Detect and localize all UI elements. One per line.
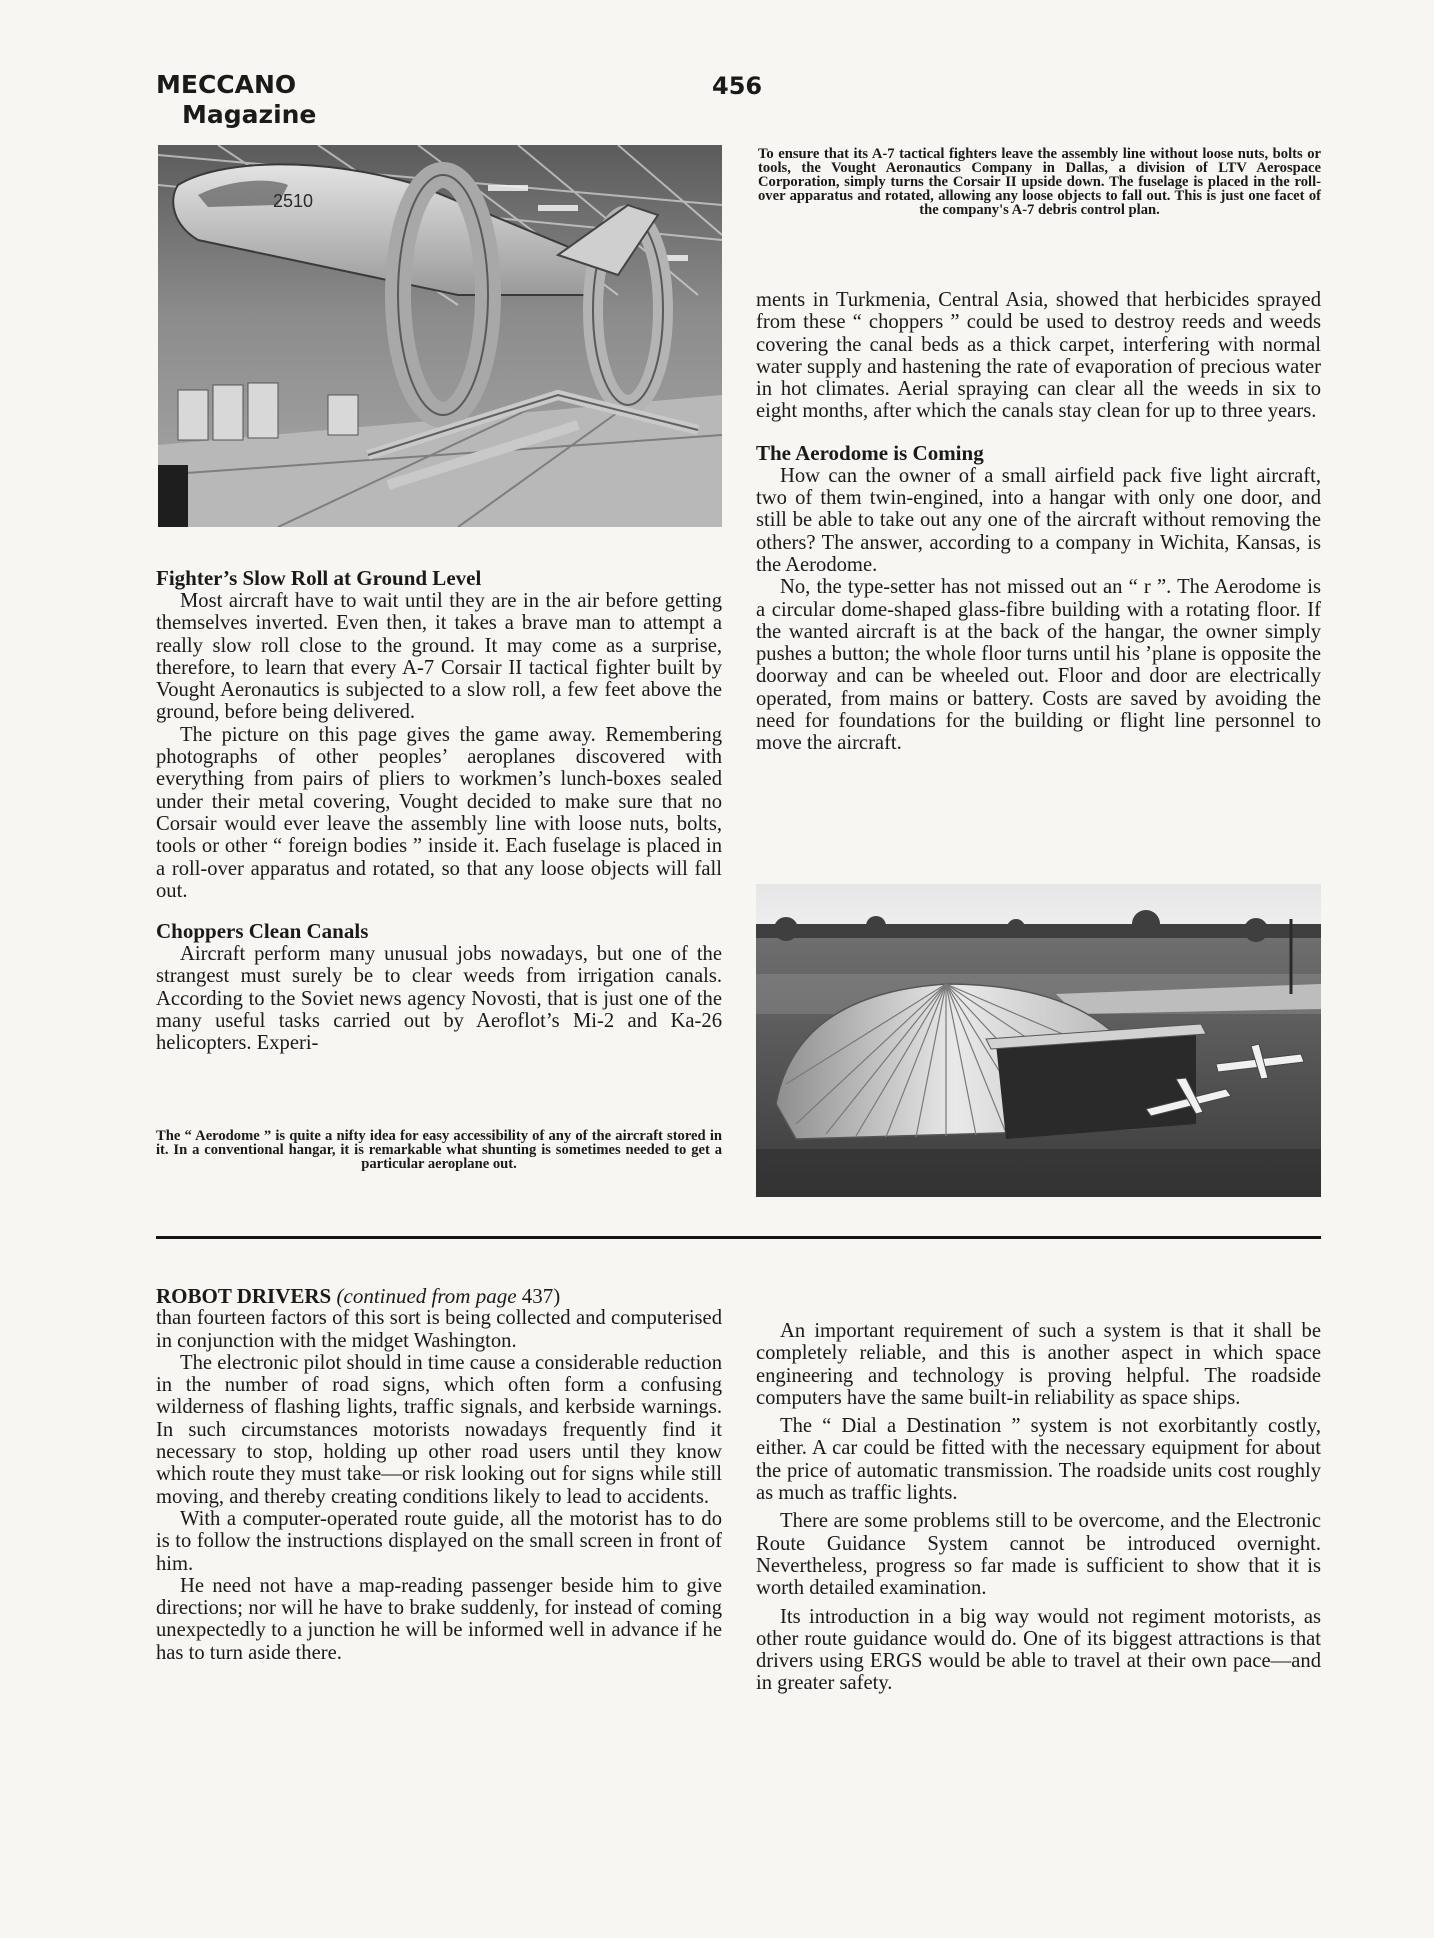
aerodome-photo: [756, 884, 1321, 1197]
paragraph-slow-roll-1: Most aircraft have to wait until they are in the air before getting themselves inverted. Even then, it takes a brave man to attempt a really slow roll close to the ground. It may come as a surprise, therefore, to learn that every A-7 Corsair II tactical fighter built by Vought Aeronautics is subjected to a slow roll, a few feet above the ground, before being delivered.: [156, 590, 722, 724]
robot-drivers-right-column: [756, 1320, 1321, 1695]
continued-page-ref: 437): [521, 1284, 561, 1308]
magazine-masthead: [156, 70, 316, 130]
robot-left-paragraph-4: He need not have a map-reading passenger beside him to give directions; nor will he have to brake suddenly, for instead of coming unexpectedly to a junction he will be informed well in advance if he has to turn aside there.: [156, 1574, 722, 1664]
robot-right-paragraph-3: There are some problems still to be overcome, and the Electronic Route Guidance System cannot be introduced overnight. Nevertheless, progress so far made is sufficient to show that it is worth detailed examination.: [756, 1510, 1321, 1600]
masthead-line-1: MECCANO: [156, 70, 297, 99]
paragraph-choppers-1: Aircraft perform many unusual jobs nowadays, but one of the strangest must surely be to clear weeds from irrigation canals. According to the Soviet news agency Novosti, that is just one of the many useful tasks carried out by Aeroflot’s Mi-2 and Ka-26 helicopters. Experi-: [156, 943, 722, 1055]
section-divider-rule: [156, 1236, 1321, 1239]
robot-drivers-title-text: ROBOT DRIVERS: [156, 1284, 332, 1308]
robot-left-paragraph-1: than fourteen factors of this sort is being collected and computerised in conjunction with the midget Washington.: [156, 1307, 722, 1352]
robot-right-paragraph-4: Its introduction in a big way would not regiment motorists, as other route guidance would do. One of its biggest attractions is that drivers using ERGS would be able to travel at their own pace—and in greater safety.: [756, 1605, 1321, 1695]
fighter-photo-caption: To ensure that its A-7 tactical fighters leave the assembly line without loose nuts, bolts or tools, the Vought Aeronautics Company in Dallas, a division of LTV Aerospace Corporation, simply turns the Corsair II upside down. The fuselage is placed in the roll-over apparatus and rotated, allowing any loose objects to fall out. This is just one facet of the company's A-7 debris control plan.: [758, 146, 1321, 218]
aircraft-number-marking: 2510: [273, 191, 314, 211]
aerodome-photo-caption: The “ Aerodome ” is quite a nifty idea for easy accessibility of any of the aircraft stored in it. In a conventional hangar, it is remarkable what shunting is sometimes needed to get a particular aeroplane out.: [156, 1128, 722, 1172]
paragraph-aerodome-1: How can the owner of a small airfield pack five light aircraft, two of them twin-engined, into a hangar with only one door, and still be able to take out any one of the aircraft without removing the others? The answer, according to a company in Wichita, Kansas, is the Aerodome.: [756, 464, 1321, 576]
left-article-column: [156, 566, 722, 1055]
right-article-column: [756, 289, 1321, 755]
fighter-rollover-photo: [158, 145, 722, 527]
robot-left-paragraph-3: With a computer-operated route guide, all the motorist has to do is to follow the instructions displayed on the small screen in front of him.: [156, 1507, 722, 1575]
heading-aerodome-coming: The Aerodome is Coming: [756, 440, 984, 465]
robot-drivers-left-column: [156, 1285, 722, 1664]
robot-right-paragraph-2: The “ Dial a Destination ” system is not exorbitantly costly, either. A car could be fitted with the necessary equipment for about the price of automatic transmission. The roadside units cost roughly as much as traffic lights.: [756, 1415, 1321, 1505]
robot-right-paragraph-1: An important requirement of such a system is that it shall be completely reliable, and this is another aspect in which space engineering and technology is proving helpful. The roadside computers have the same built-in reliability as space ships.: [756, 1320, 1321, 1409]
paragraph-aerodome-2: No, the type-setter has not missed out an “ r ”. The Aerodome is a circular dome-shaped glass-fibre building with a rotating floor. If the wanted aircraft is at the back of the hangar, the owner simply pushes a button; the whole floor turns until his ’plane is opposite the doorway and can be wheeled out. Floor and door are electrically operated, from mains or battery. Costs are saved by avoiding the need for foundations for the building or flight line personnel to move the aircraft.: [756, 576, 1321, 755]
paragraph-choppers-continued: ments in Turkmenia, Central Asia, showed that herbicides sprayed from these “ choppers ” could be used to destroy reeds and weeds covering the canal beds as a thick carpet, interfering with normal water supply and hastening the rate of evaporation of precious water in hot climates. Aerial spraying can clear all the weeds in six to eight months, after which the canals stay clean for up to three years.: [756, 289, 1321, 423]
masthead-line-2: Magazine: [182, 100, 317, 129]
continued-from-label: (continued from page: [336, 1284, 517, 1308]
paragraph-slow-roll-2: The picture on this page gives the game away. Remembering photographs of other peoples’ aeroplanes discovered with everything from pairs of pliers to workmen’s lunch-boxes sealed under their metal covering, Vought decided to make sure that no Corsair would ever leave the assembly line with loose nuts, bolts, tools or other “ foreign bodies ” inside it. Each fuselage is placed in a roll-over apparatus and rotated, so that any loose objects will fall out.: [156, 723, 722, 902]
heading-choppers-clean-canals: Choppers Clean Canals: [156, 919, 369, 944]
page-number: 456: [712, 72, 763, 100]
heading-fighter-slow-roll: Fighter’s Slow Roll at Ground Level: [156, 566, 482, 590]
robot-left-paragraph-2: The electronic pilot should in time cause a considerable reduction in the number of road signs, which often form a confusing wilderness of flashing lights, traffic signals, and kerbside warnings. In such circumstances motorists nowadays frequently find it necessary to stop, holding up other road users until they know which route they must take—or risk looking out for signs while still moving, and thereby creating conditions likely to lead to accidents.: [156, 1351, 722, 1508]
robot-drivers-title: [156, 1285, 722, 1307]
